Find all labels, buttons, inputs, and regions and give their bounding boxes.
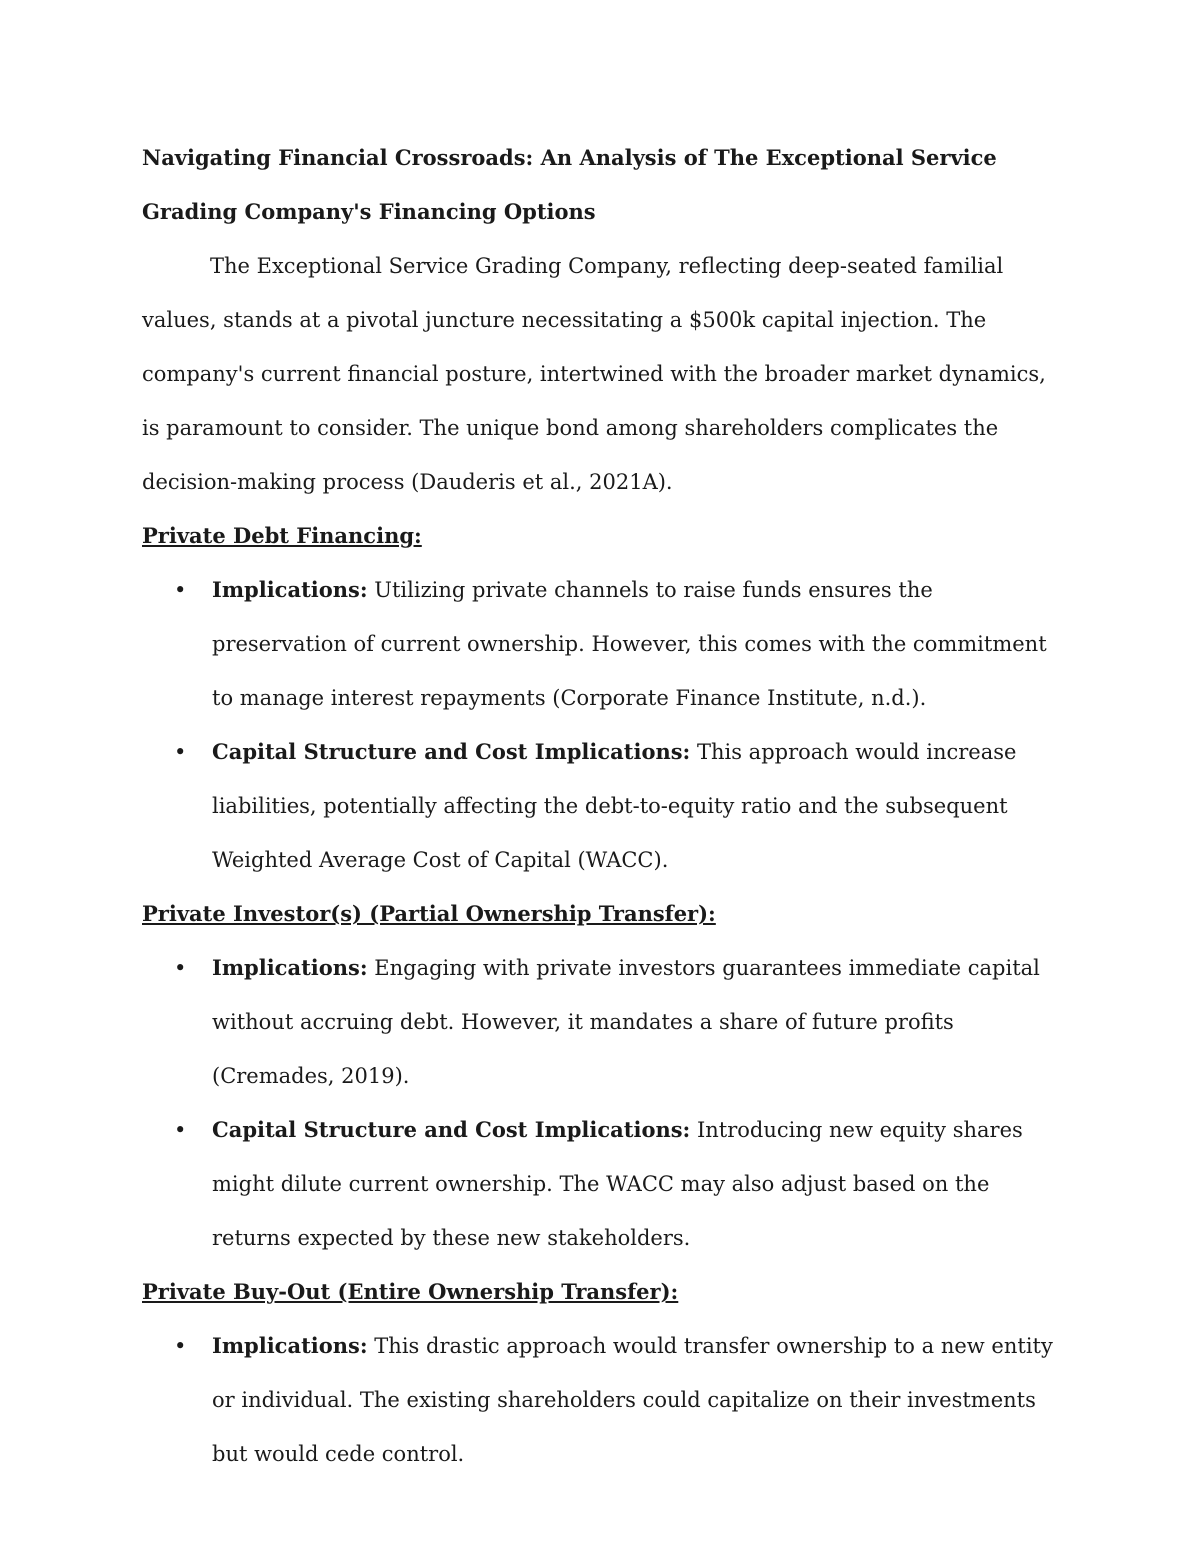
- list-item: [174, 1319, 1062, 1481]
- bullet-icon: •: [174, 1118, 187, 1142]
- bullet-text: Introducing new equity shares might dilute current ownership. The WACC may also adjust based on the returns expected by these new stakeholders.: [212, 1118, 1023, 1250]
- section-heading: Private Investor(s) (Partial Ownership Transfer):: [142, 901, 716, 926]
- document-title: Navigating Financial Crossroads: An Analysis of The Exceptional Service Grading Company's Financing Options: [142, 145, 997, 224]
- bullet-list: [142, 563, 1062, 887]
- list-item: [174, 563, 1062, 725]
- section-heading: Private Debt Financing:: [142, 523, 422, 548]
- intro-paragraph: The Exceptional Service Grading Company, reflecting deep-seated familial values, stands at a pivotal juncture necessitating a $500k capital injection. The company's current financial posture, intertwined with the broader market dynamics, is paramount to consider. The unique bond among shareholders complicates the decision-making process (Dauderis et al., 2021A).: [142, 254, 1046, 494]
- document-page: [142, 131, 1062, 1481]
- bullet-list: [142, 1319, 1062, 1481]
- bullet-label: Capital Structure and Cost Implications:: [212, 1117, 691, 1142]
- bullet-icon: •: [174, 1334, 187, 1358]
- bullet-label: Implications:: [212, 955, 368, 980]
- section-heading: Private Buy-Out (Entire Ownership Transfer):: [142, 1279, 679, 1304]
- bullet-text: This approach would increase liabilities, potentially affecting the debt-to-equity ratio and the subsequent Weighted Average Cost of Capital (WACC).: [212, 740, 1017, 872]
- section-private-debt: [142, 509, 1062, 887]
- list-item: [174, 941, 1062, 1103]
- bullet-label: Implications:: [212, 1333, 368, 1358]
- bullet-icon: •: [174, 740, 187, 764]
- list-item: [174, 1103, 1062, 1265]
- bullet-label: Implications:: [212, 577, 368, 602]
- bullet-icon: •: [174, 956, 187, 980]
- bullet-label: Capital Structure and Cost Implications:: [212, 739, 691, 764]
- section-private-investors: [142, 887, 1062, 1265]
- bullet-text: Utilizing private channels to raise funds ensures the preservation of current ownership. However, this comes with the commitment to manage interest repayments (Corporate Finance Institute, n.d.).: [212, 578, 1047, 710]
- section-private-buyout: [142, 1265, 1062, 1481]
- bullet-text: Engaging with private investors guarantees immediate capital without accruing debt. However, it mandates a share of future profits (Cremades, 2019).: [212, 956, 1040, 1088]
- bullet-icon: •: [174, 578, 187, 602]
- bullet-text: This drastic approach would transfer ownership to a new entity or individual. The existing shareholders could capitalize on their investments but would cede control.: [212, 1334, 1053, 1466]
- bullet-list: [142, 941, 1062, 1265]
- list-item: [174, 725, 1062, 887]
